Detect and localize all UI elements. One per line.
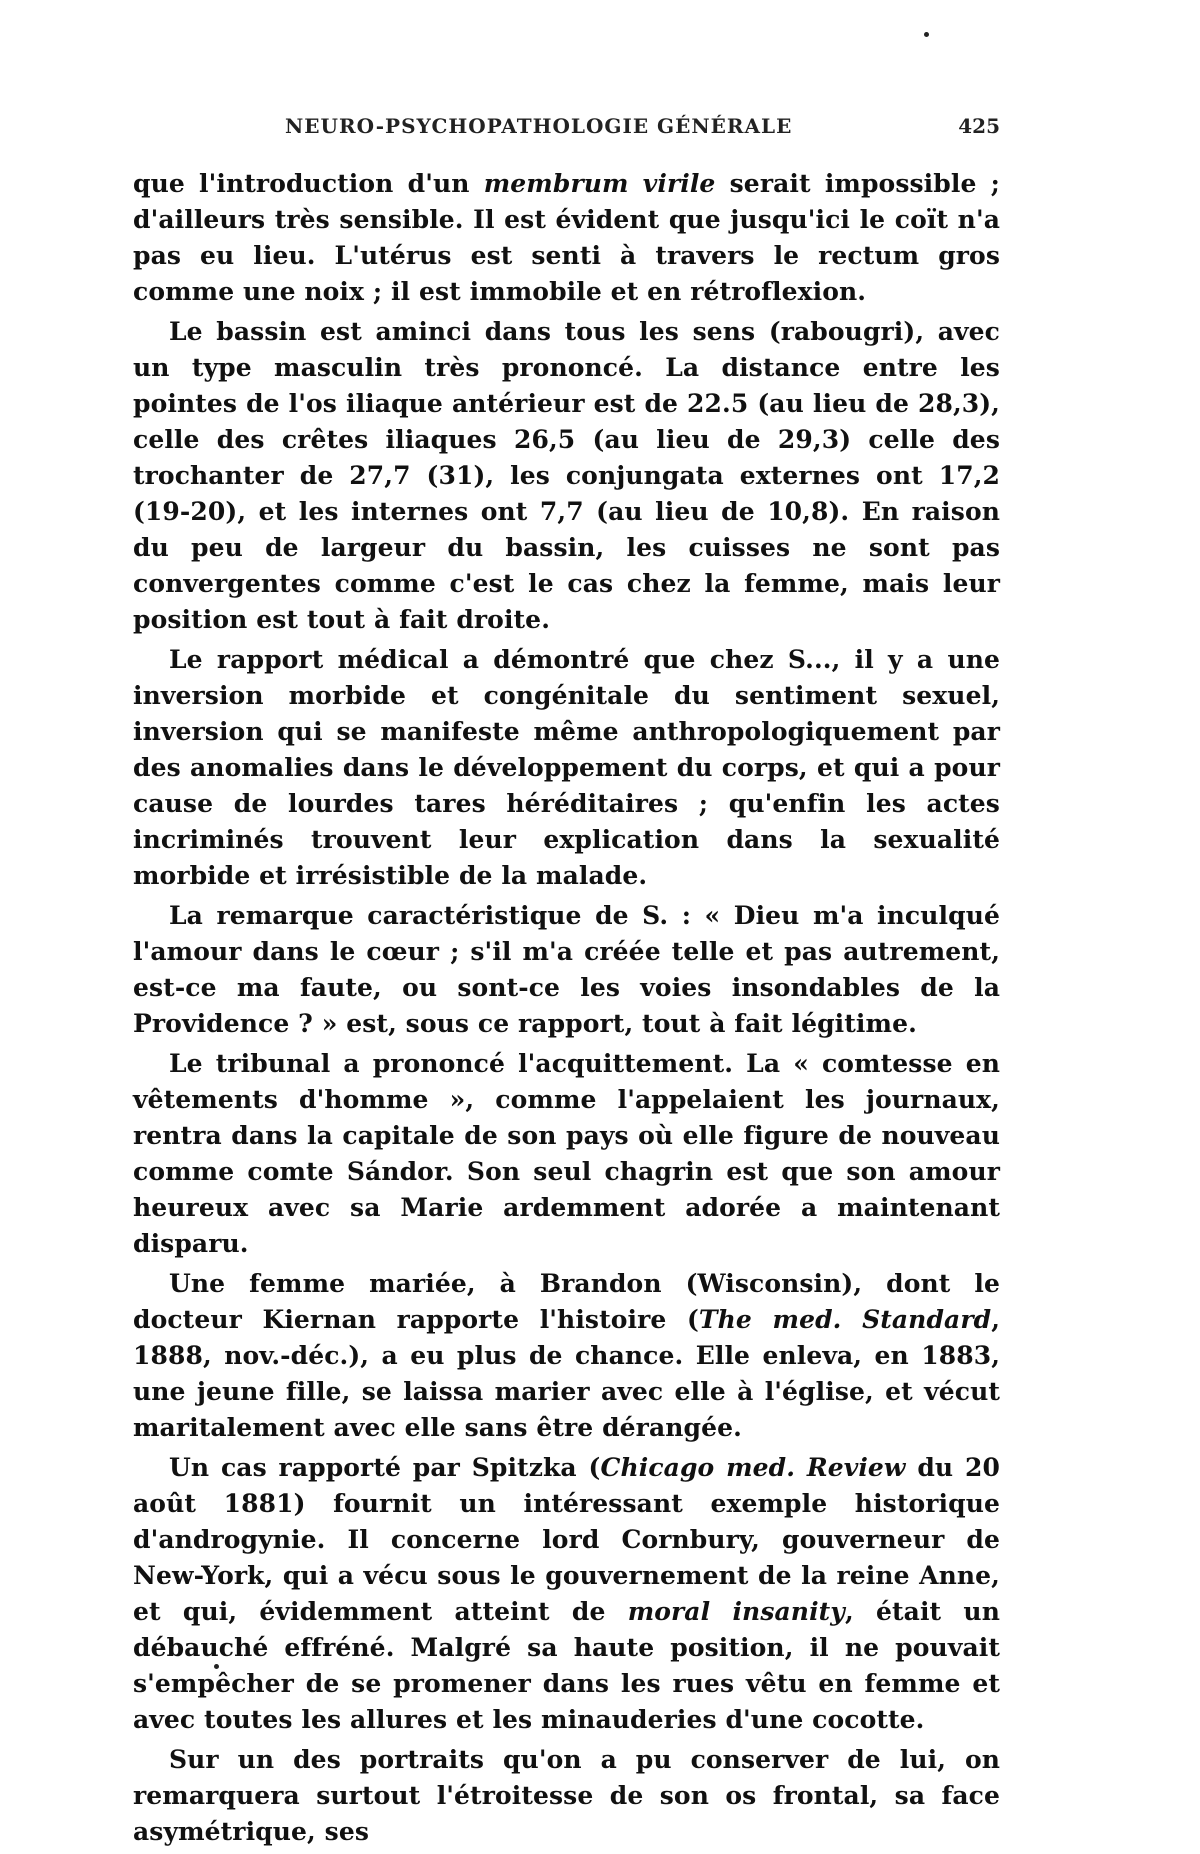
paragraph-8 <box>133 1742 1000 1850</box>
page-content <box>133 112 1000 1854</box>
paragraph-1 <box>133 166 1000 310</box>
paragraph-7-segment-5: , était un débauché effréné. Malgré sa haute position, il ne pouvait s'empêcher de se promener dans les rues vêtu en femme et avec toutes les allures et les minauderies d'une cocotte. <box>133 1597 1000 1734</box>
paragraph-8-segment-1: Sur un des portraits qu'on a pu conserver de lui, on remarquera surtout l'étroitesse de son os frontal, sa face asymétrique, ses <box>133 1745 1000 1846</box>
paragraph-6-segment-3: , 1888, nov.-déc.), a eu plus de chance. Elle enleva, en 1883, une jeune fille, se laissa marier avec elle à l'église, et vécut maritalement avec elle sans être dérangée. <box>133 1305 1000 1442</box>
paragraph-7-segment-1: Un cas rapporté par Spitzka ( <box>169 1453 601 1482</box>
running-header <box>133 112 1000 148</box>
page-number: 425 <box>958 114 1000 138</box>
paragraph-5 <box>133 1046 1000 1262</box>
paragraph-7 <box>133 1450 1000 1738</box>
paragraph-2 <box>133 314 1000 638</box>
paragraph-3 <box>133 642 1000 894</box>
paragraph-7-segment-2: Chicago med. Review <box>600 1453 906 1482</box>
paragraph-4 <box>133 898 1000 1042</box>
scan-speck-top <box>924 32 929 37</box>
running-title: NEURO-PSYCHOPATHOLOGIE GÉNÉRALE <box>285 114 793 138</box>
paragraph-2-segment-1: Le bassin est aminci dans tous les sens (rabougri), avec un type masculin très prononcé. La distance entre les pointes de l'os iliaque antérieur est de 22.5 (au lieu de 28,3), celle des crêtes iliaques 26,5 (au lieu de 29,3) celle des trochanter de 27,7 (31), les conjungata externes ont 17,2 (19-20), et les internes ont 7,7 (au lieu de 10,8). En raison du peu de largeur du bassin, les cuisses ne sont pas convergentes comme c'est le cas chez la femme, mais leur position est tout à fait droite. <box>133 317 1000 634</box>
paragraph-4-segment-1: La remarque caractéristique de S. : « Dieu m'a inculqué l'amour dans le cœur ; s'il m'a créée telle et pas autrement, est-ce ma faute, ou sont-ce les voies insondables de la Providence ? » est, sous ce rapport, tout à fait légitime. <box>133 901 1000 1038</box>
paragraph-1-segment-3: serait impossible ; d'ailleurs très sensible. Il est évident que jusqu'ici le coït n'a pas eu lieu. L'utérus est senti à travers le rectum gros comme une noix ; il est immobile et en rétroflexion. <box>133 169 1000 306</box>
paragraph-3-segment-1: Le rapport médical a démontré que chez S..., il y a une inversion morbide et congénitale du sentiment sexuel, inversion qui se manifeste même anthropologiquement par des anomalies dans le développement du corps, et qui a pour cause de lourdes tares héréditaires ; qu'enfin les actes incriminés trouvent leur explication dans la sexualité morbide et irrésistible de la malade. <box>133 645 1000 890</box>
paragraph-1-segment-2: membrum virile <box>483 169 716 198</box>
paragraph-5-segment-1: Le tribunal a prononcé l'acquittement. La « comtesse en vêtements d'homme », comme l'appelaient les journaux, rentra dans la capitale de son pays où elle figure de nouveau comme comte Sándor. Son seul chagrin est que son amour heureux avec sa Marie ardemment adorée a maintenant disparu. <box>133 1049 1000 1258</box>
paragraph-1-segment-1: que l'introduction d'un <box>133 169 484 198</box>
paragraph-7-segment-4: moral insanity <box>627 1597 845 1626</box>
paragraph-6 <box>133 1266 1000 1446</box>
paragraph-6-segment-1: Une femme mariée, à Brandon (Wisconsin), dont le docteur Kiernan rapporte l'histoire ( <box>133 1269 1000 1334</box>
paragraph-6-segment-2: The med. Standard <box>698 1305 992 1334</box>
paragraph-7-segment-3: du 20 août 1881) fournit un intéressant exemple historique d'androgynie. Il concerne lord Cornbury, gouverneur de New-York, qui a vécu sous le gouvernement de la reine Anne, et qui, évidemment atteint de <box>133 1453 1000 1626</box>
